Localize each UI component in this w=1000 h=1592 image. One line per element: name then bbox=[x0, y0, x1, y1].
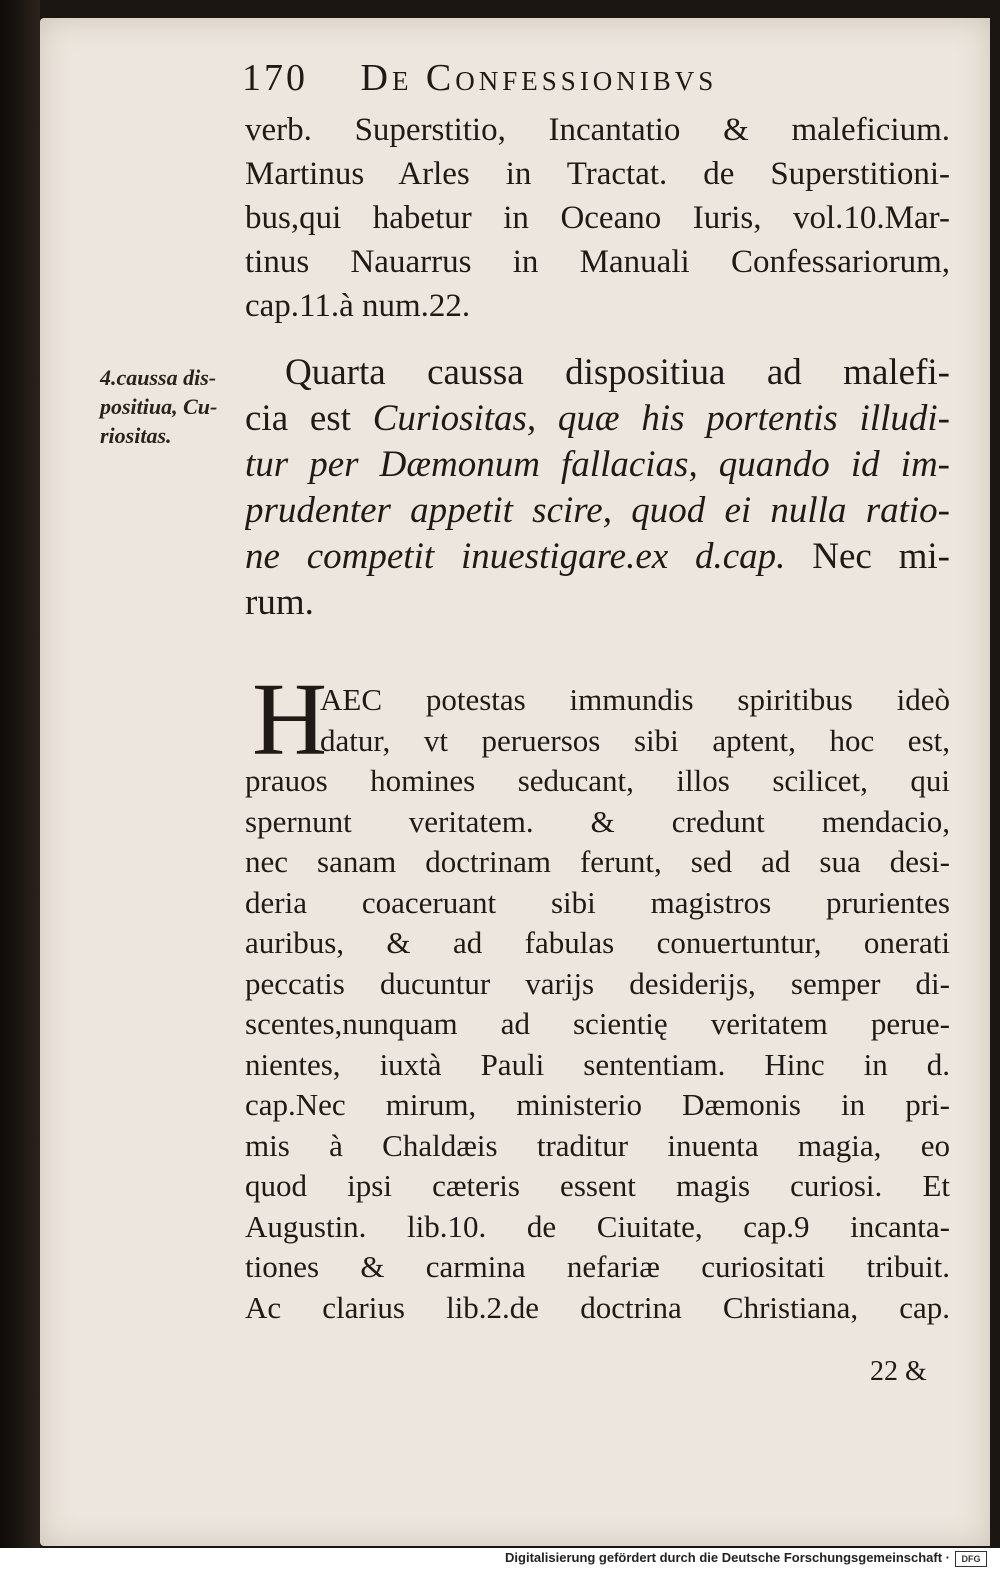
text-italic: Curiositas, quæ his portentis illudi- bbox=[372, 398, 950, 439]
text-line: tiones & carmina nefariæ curiositati tribuit. bbox=[245, 1249, 950, 1284]
text-line: scentes,nunquam ad scientię veritatem perue- bbox=[245, 1006, 950, 1041]
paragraph-references bbox=[245, 108, 950, 328]
drop-cap: H bbox=[252, 662, 328, 777]
text-line: Augustin. lib.10. de Ciuitate, cap.9 incanta- bbox=[245, 1208, 950, 1244]
page-number: 170 bbox=[242, 57, 308, 99]
margin-note bbox=[100, 363, 250, 450]
text-line: Quarta caussa dispositiua ad malefi- bbox=[285, 352, 950, 393]
text-line: rum. bbox=[245, 582, 314, 623]
text-line: auribus, & ad fabulas conuertuntur, onerati bbox=[245, 925, 950, 960]
text-line: AEC potestas immundis spiritibus ideò bbox=[320, 682, 950, 717]
text-line: spernunt veritatem. & credunt mendacio, bbox=[245, 803, 950, 839]
margin-note-line: positiua, Cu- bbox=[100, 394, 218, 419]
text-line: deria coaceruant sibi magistros prurientes bbox=[245, 884, 950, 920]
text-line: verb. Superstitio, Incantatio & maleficium. bbox=[245, 112, 950, 148]
text-roman: Nec mi- bbox=[785, 536, 950, 577]
text-line: mis à Chaldæis traditur inuenta magia, eo bbox=[245, 1127, 950, 1163]
text-line: cap.Nec mirum, ministerio Dæmonis in pri- bbox=[245, 1087, 950, 1122]
text-line bbox=[245, 396, 950, 442]
text-line bbox=[245, 534, 950, 580]
text-line bbox=[245, 442, 950, 488]
text-line: Ac clarius lib.2.de doctrina Christiana, cap. bbox=[245, 1289, 950, 1325]
text-line bbox=[245, 488, 950, 534]
book-gutter bbox=[0, 0, 40, 1592]
text-line: prauos homines seducant, illos scilicet, qui bbox=[245, 763, 950, 798]
text-roman: cia est bbox=[245, 398, 373, 439]
footer-credit: Digitalisierung gefördert durch die Deutsche Forschungsgemeinschaft · bbox=[505, 1550, 950, 1565]
text-line: nec sanam doctrinam ferunt, sed ad sua desi- bbox=[245, 844, 950, 879]
paragraph-curiositas bbox=[245, 350, 950, 626]
catchword: 22 & bbox=[870, 1356, 927, 1387]
text-line: quod ipsi cæteris essent magis curiosi. Et bbox=[245, 1168, 950, 1203]
margin-note-line: riositas. bbox=[100, 423, 172, 448]
text-line: nientes, iuxtà Pauli sententiam. Hinc in d. bbox=[245, 1046, 950, 1082]
text-line: peccatis ducuntur varijs desiderijs, semper di- bbox=[245, 965, 950, 1001]
text-italic: ne competit inuestigare.ex d.cap. bbox=[245, 536, 786, 577]
text-line: Martinus Arles in Tractat. de Superstitioni- bbox=[245, 156, 950, 192]
text-line: tinus Nauarrus in Manuali Confessariorum, bbox=[245, 244, 950, 280]
dfg-logo-icon: DFG bbox=[955, 1551, 987, 1567]
text-italic: prudenter appetit scire, quod ei nulla ratio- bbox=[245, 490, 950, 531]
text-italic: tur per Dæmonum fallacias, quando id im- bbox=[245, 444, 950, 485]
running-header bbox=[242, 56, 942, 100]
running-title: De Confessionibvs bbox=[360, 57, 718, 99]
margin-note-line: 4.caussa dis- bbox=[100, 365, 217, 390]
text-line: bus,qui habetur in Oceano Iuris, vol.10.Mar- bbox=[245, 200, 950, 236]
paragraph-haec-potestas bbox=[245, 680, 950, 1328]
text-line: datur, vt peruersos sibi aptent, hoc est, bbox=[320, 722, 950, 758]
text-line: cap.11.à num.22. bbox=[245, 288, 471, 324]
